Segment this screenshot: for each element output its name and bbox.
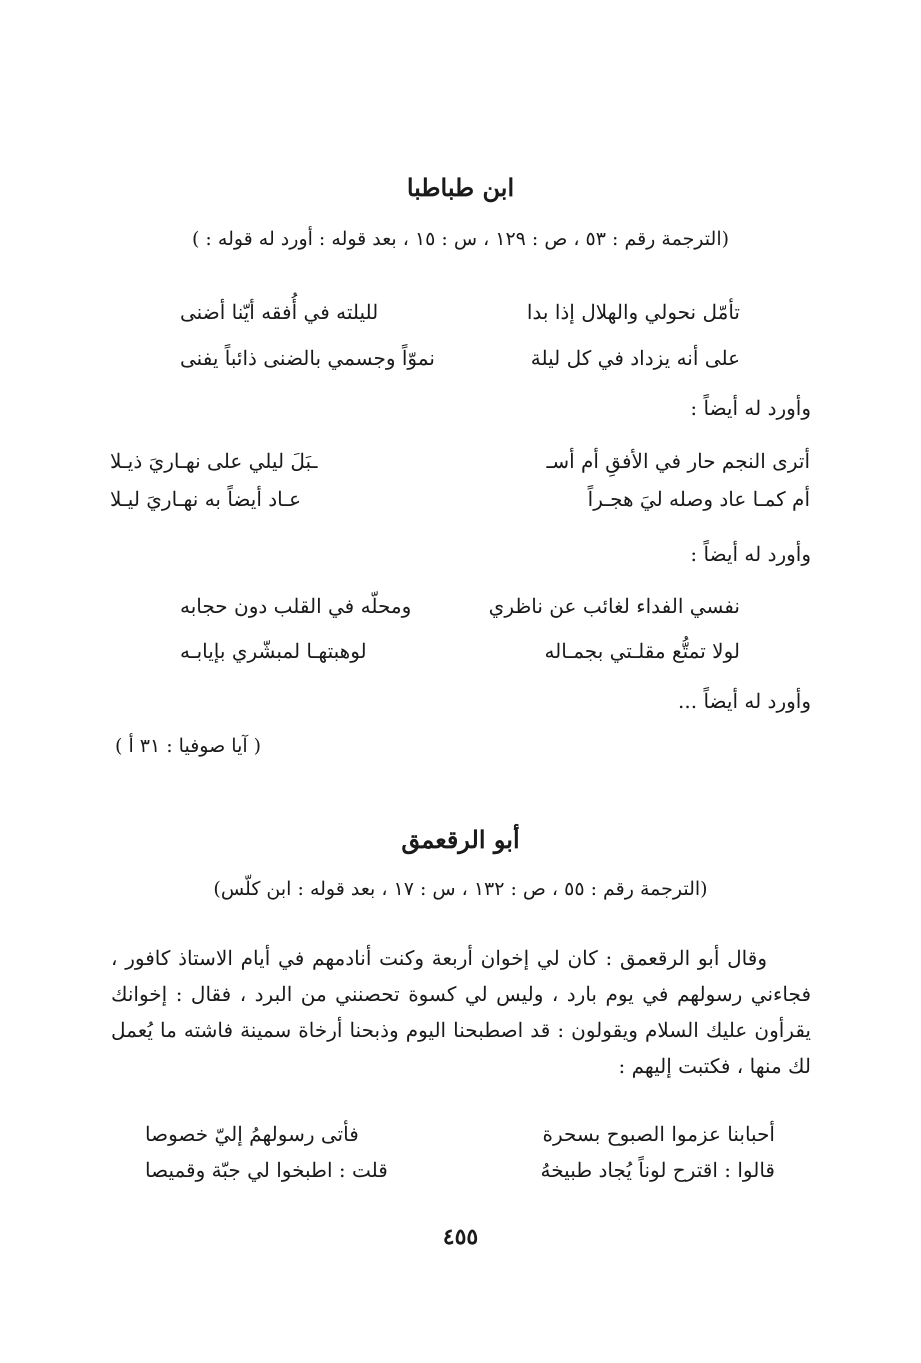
prose-paragraph (111, 940, 811, 1084)
verse-first-hemistich: نفسي الفداء لغائب عن ناظري (488, 594, 740, 618)
verse-second-hemistich: لوهبتهـا لمبشّري بإيابـه (180, 639, 367, 663)
verse-second-hemistich: ومحلّه في القلب دون حجابه (180, 594, 412, 618)
source-reference: (الترجمة رقم : ٥٣ ، ص : ١٢٩ ، س : ١٥ ، بعد قوله : أورد له قوله : ) (191, 228, 730, 250)
verse-line (180, 641, 740, 665)
verse-line (180, 302, 740, 326)
verse-second-hemistich: قلت : اطبخوا لي جبّة وقميصا (145, 1158, 388, 1182)
verse-line (110, 489, 810, 513)
verse-first-hemistich: لولا تمتُّع مقلـتي بجمـاله (544, 639, 740, 663)
page-number: ٤٥٥ (442, 1224, 479, 1250)
verse-intro: وأورد له أيضاً : (690, 542, 811, 566)
verse-first-hemistich: على أنه يزداد في كل ليلة (530, 346, 740, 370)
verse-first-hemistich: أحبابنا عزموا الصبوح بسحرة (542, 1122, 775, 1146)
verse-line (180, 596, 740, 620)
verse-second-hemistich: عـاد أيضاً به نهـاريَ ليـلا (110, 487, 302, 511)
verse-line (110, 451, 810, 475)
verse-first-hemistich: قالوا : اقترح لوناً يُجاد طبيخهُ (540, 1158, 775, 1182)
verse-second-hemistich: لليلته في أُفقه أيّنا أضنى (180, 300, 379, 324)
verse-second-hemistich: ـبَلَ ليلي على نهـاريَ ذيـلا (110, 449, 318, 473)
section-title-ibn-tabataba: ابن طباطبا (406, 173, 515, 202)
section-title-abu-al-raqamaq: أبو الرقعمق (401, 825, 520, 854)
verse-line (145, 1124, 775, 1148)
verse-second-hemistich: فأتى رسولهمُ إليّ خصوصا (145, 1122, 359, 1146)
verse-second-hemistich: نموّاً وجسمي بالضنى ذائباً يفنى (180, 346, 435, 370)
verse-line (145, 1160, 775, 1184)
verse-intro: وأورد له أيضاً ... (678, 689, 811, 713)
source-reference: (الترجمة رقم : ٥٥ ، ص : ١٣٢ ، س : ١٧ ، بعد قوله : ابن كلّس) (213, 878, 708, 900)
verse-first-hemistich: أترى النجم حار في الأفقِ أم أسـ (546, 449, 810, 473)
verse-first-hemistich: أم كمـا عاد وصله ليَ هجـراً (587, 487, 810, 511)
verse-intro: وأورد له أيضاً : (690, 396, 811, 420)
prose-text: وقال أبو الرقعمق : كان لي إخوان أربعة وكنت أنادمهم في أيام الاستاذ كافور ، فجاءني رسولهم في يوم بارد ، وليس لي كسوة تحصنني من البرد ، فقال : إخوانك يقرأون عليك السلام ويقولون : قد اصطبحنا اليوم وذبحنا أرخاة سمينة فاشته ما يُعمل لك منها ، فكتبت إليهم : (111, 946, 811, 1078)
verse-first-hemistich: تأمّل نحولي والهلال إذا بدا (526, 300, 740, 324)
verse-line (180, 348, 740, 372)
manuscript-citation: ( آيا صوفيا : ٣١ أ ) (115, 735, 262, 757)
